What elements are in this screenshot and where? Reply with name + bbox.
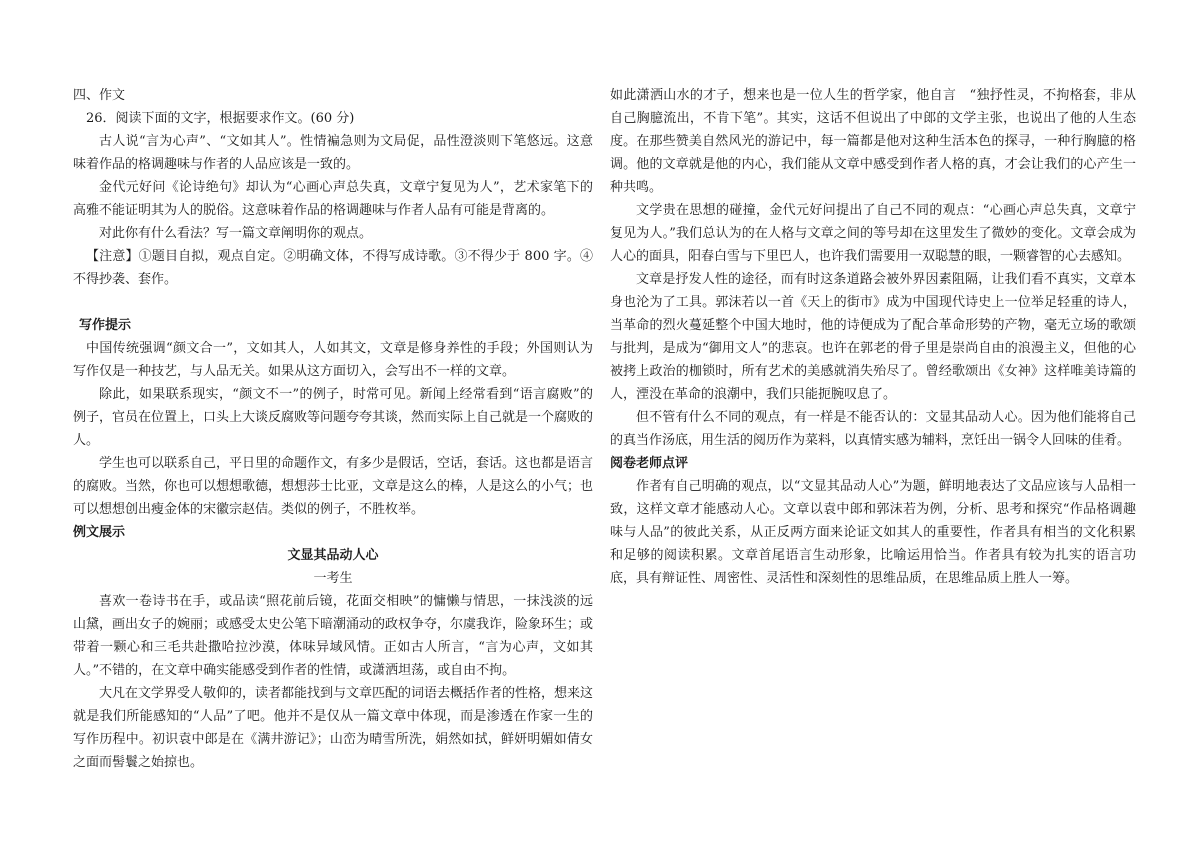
section-heading: 四、作文 — [73, 88, 126, 103]
essay-title: 文显其品动人心 — [287, 548, 379, 563]
spacer — [73, 291, 593, 314]
question-line: 26．阅读下面的文字，根据要求作文。(60 分) — [86, 111, 355, 126]
essay-paragraph-3: 文学贵在思想的碰撞，金代元好问提出了自己不同的观点：“心画心声总失真，文章宁复见为人。”我们总认为的在人格与文章之间的等号却在这里发生了微妙的变化。文章会成为人心的面具，阳春白雪与下里巴人，也许我们需要用一双聪慧的眼，一颗睿智的心去感知。 — [610, 203, 1136, 264]
requirements-note: 【注意】①题目自拟，观点自定。②明确文体，不得写成诗歌。③不得少于 800 字。④不得抄袭、套作。 — [73, 249, 593, 287]
prompt-paragraph-2: 金代元好问《论诗绝句》却认为“心画心声总失真，文章宁复见为人”，艺术家笔下的高雅不能证明其为人的脱俗。这意味着作品的格调趣味与作者人品有可能是背离的。 — [73, 180, 593, 218]
tips-paragraph-1: 中国传统强调“颜文合一”，文如其人，人如其文，文章是修身养性的手段；外国则认为写作仅是一种技艺，与人品无关。如果从这方面切入，会写出不一样的文章。 — [73, 341, 593, 379]
essay-paragraph-1: 喜欢一卷诗书在手，或品读“照花前后镜，花面交相映”的慵懒与情思，一抹浅淡的远山黛，画出女子的婉丽；或感受太史公笔下暗潮涌动的政权争夺，尔虞我诈，险象环生；或带着一颗心和三毛共赴撒哈拉沙漠，体味异域风情。正如古人所言，“言为心声，文如其人。”不错的，在文章中确实能感受到作者的性情，或潇洒坦荡，或自由不拘。 — [73, 594, 594, 678]
tips-heading: 写作提示 — [79, 318, 132, 333]
prompt-paragraph-1: 古人说“言为心声”、“文如其人”。性情褊急则为文局促，品性澄淡则下笔悠远。这意味着作品的格调趣味与作者的人品应该是一致的。 — [73, 134, 593, 172]
example-heading: 例文展示 — [73, 525, 126, 540]
left-column — [73, 84, 593, 774]
essay-paragraph-2-continued: 如此潇洒山水的才子，想来也是一位人生的哲学家，他自言 “独抒性灵，不拘格套，非从自己胸臆流出，不肯下笔”。其实，这话不但说出了中郎的文学主张，也说出了他的人生态度。在那些赞美自然风光的游记中，每一篇都是他对这种生活本色的探寻，一种行胸臆的格调。他的文章就是他的内心，我们能从文章中感受到作者人格的真，才会让我们的心产生一种共鸣。 — [610, 88, 1136, 195]
right-column — [610, 84, 1136, 590]
essay-paragraph-4: 文章是抒发人性的途径，而有时这条道路会被外界因素阻隔，让我们看不真实，文章本身也沦为了工具。郭沫若以一首《天上的街市》成为中国现代诗史上一位举足轻重的诗人，当革命的烈火蔓延整个中国大地时，他的诗便成为了配合革命形势的产物，毫无立场的歌颂与批判，是成为“御用文人”的悲哀。也许在郭老的骨子里是崇尚自由的浪漫主义，但他的心被拷上政治的枷锁时，所有艺术的美感就消失殆尽了。曾经歌颂出《女神》这样唯美诗篇的人，湮没在革命的浪潮中，我们只能扼腕叹息了。 — [610, 272, 1136, 402]
tips-paragraph-3: 学生也可以联系自己，平日里的命题作文，有多少是假话，空话，套话。这也都是语言的腐败。当然，你也可以想想歌德，想想莎士比亚，文章是这么的棒，人是这么的小气；也可以想想创出瘦金体的宋徽宗赵佶。类似的例子，不胜枚举。 — [73, 456, 594, 517]
essay-paragraph-2: 大凡在文学界受人敬仰的，读者都能找到与文章匹配的词语去概括作者的性格，想来这就是我们所能感知的“人品”了吧。他并不是仅从一篇文章中体现，而是渗透在作家一生的写作历程中。初识袁中郎是在《满井游记》；山峦为晴雪所洗，娟然如拭，鲜妍明媚如倩女之面而髻鬟之始掠也。 — [73, 686, 594, 770]
prompt-paragraph-3: 对此你有什么看法？写一篇文章阐明你的观点。 — [99, 226, 373, 241]
essay-author: 一考生 — [313, 571, 353, 586]
review-heading: 阅卷老师点评 — [610, 456, 689, 471]
review-paragraph: 作者有自己明确的观点，以“文显其品动人心”为题，鲜明地表达了文品应该与人品相一致，这样文章才能感动人心。文章以袁中郎和郭沫若为例，分析、思考和探究“作品格调趣味与人品”的彼此关系，从正反两方面来论证文如其人的重要性，作者具有相当的文化积累和足够的阅读积累。文章首尾语言生动形象，比喻运用恰当。作者具有较为扎实的语言功底，具有辩证性、周密性、灵活性和深刻性的思维品质，在思维品质上胜人一筹。 — [610, 479, 1136, 586]
tips-paragraph-2: 除此，如果联系现实，“颜文不一”的例子，时常可见。新闻上经常看到“语言腐败”的例子，官员在位置上，口头上大谈反腐败等问题夸夸其谈，然而实际上自己就是一个腐败的人。 — [73, 387, 594, 448]
essay-paragraph-5: 但不管有什么不同的观点，有一样是不能否认的：文显其品动人心。因为他们能将自己的真当作汤底，用生活的阅历作为菜料，以真情实感为辅料，烹饪出一锅令人回味的佳肴。 — [610, 410, 1136, 448]
